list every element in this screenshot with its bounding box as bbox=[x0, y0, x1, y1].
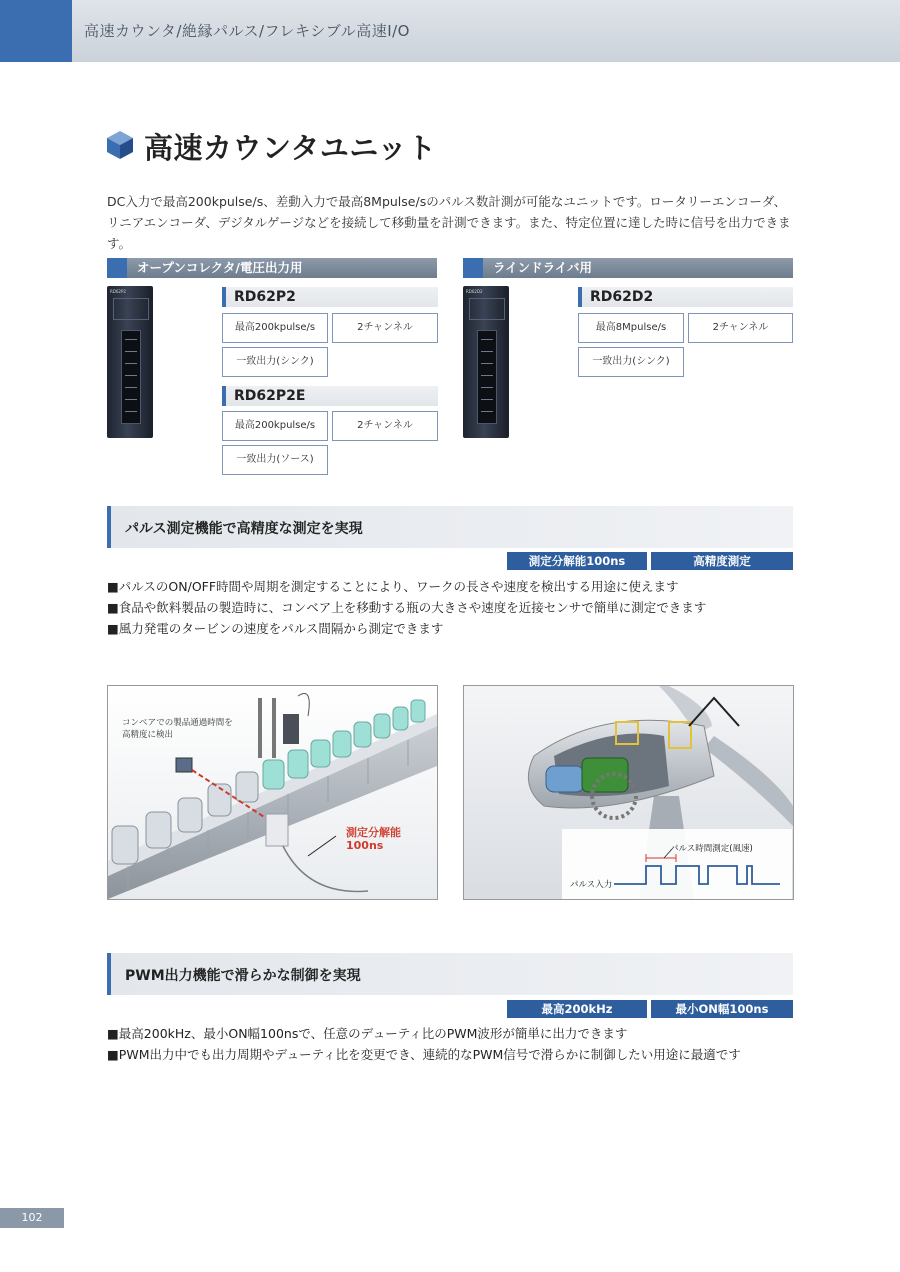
tag-min-on-width: 最小ON幅100ns bbox=[651, 1000, 793, 1018]
tag-resolution: 測定分解能100ns bbox=[507, 552, 647, 570]
spec-channels: 2チャンネル bbox=[332, 313, 438, 343]
header-title: 高速カウンタ/絶縁パルス/フレキシブル高速I/O bbox=[84, 22, 410, 40]
conveyor-caption-line1: コンベアでの製品通過時間を bbox=[122, 718, 233, 728]
spec-speed: 最高200kpulse/s bbox=[222, 411, 328, 441]
module-image-rd62p2: RD62P2 bbox=[107, 286, 153, 438]
bullet-item: ■PWM出力中でも出力周期やデューティ比を変更でき、連続的なPWM信号で滑らかに制御したい用途に最適です bbox=[107, 1047, 741, 1062]
section-pwm-output: PWM出力機能で滑らかな制御を実現 bbox=[107, 953, 793, 995]
model-rd62d2: RD62D2 bbox=[578, 287, 793, 307]
tag-high-precision: 高精度測定 bbox=[651, 552, 793, 570]
header-accent-block bbox=[0, 0, 72, 62]
model-rd62p2: RD62P2 bbox=[222, 287, 438, 307]
measure-label: パルス時間測定(風速) bbox=[670, 844, 753, 854]
model-rd62p2e: RD62P2E bbox=[222, 386, 438, 406]
bullet-item: ■食品や飲料製品の製造時に、コンベア上を移動する瓶の大きさや速度を近接センサで簡単に測定できます bbox=[107, 600, 707, 615]
category-open-collector: オープンコレクタ/電圧出力用 bbox=[107, 258, 437, 278]
conveyor-caption-line2: 高精度に検出 bbox=[122, 730, 174, 740]
module-image-rd62d2: RD62D2 bbox=[463, 286, 509, 438]
cube-icon bbox=[106, 130, 134, 160]
spec-output: 一致出力(ソース) bbox=[222, 445, 328, 475]
bullet-item: ■風力発電のタービンの速度をパルス間隔から測定できます bbox=[107, 621, 444, 636]
category-line-driver: ラインドライバ用 bbox=[463, 258, 793, 278]
resolution-label-line1: 測定分解能 bbox=[346, 826, 401, 839]
tag-max-frequency: 最高200kHz bbox=[507, 1000, 647, 1018]
page-number: 102 bbox=[0, 1208, 64, 1228]
intro-text: DC入力で最高200kpulse/s、差動入力で最高8Mpulse/sのパルス数計測が可能なユニットです。ロータリーエンコーダ、リニアエンコーダ、デジタルゲージなどを接続して移動量を計測できます。また、特定位置に達した時に信号を出力できます。 bbox=[107, 194, 791, 251]
bullet-item: ■パルスのON/OFF時間や周期を測定することにより、ワークの長さや速度を検出する用途に使えます bbox=[107, 579, 679, 594]
spec-speed: 最高200kpulse/s bbox=[222, 313, 328, 343]
turbine-illustration bbox=[463, 685, 794, 900]
spec-output: 一致出力(シンク) bbox=[222, 347, 328, 377]
resolution-label-line2: 100ns bbox=[346, 839, 384, 852]
spec-speed: 最高8Mpulse/s bbox=[578, 313, 684, 343]
conveyor-illustration bbox=[107, 685, 438, 900]
bullet-item: ■最高200kHz、最小ON幅100nsで、任意のデューティ比のPWM波形が簡単に出力できます bbox=[107, 1026, 628, 1041]
page-title: 高速カウンタユニット bbox=[144, 131, 437, 165]
spec-channels: 2チャンネル bbox=[688, 313, 793, 343]
spec-channels: 2チャンネル bbox=[332, 411, 438, 441]
pulse-label: パルス入力 bbox=[570, 880, 613, 890]
section-pulse-measurement: パルス測定機能で高精度な測定を実現 bbox=[107, 506, 793, 548]
spec-output: 一致出力(シンク) bbox=[578, 347, 684, 377]
